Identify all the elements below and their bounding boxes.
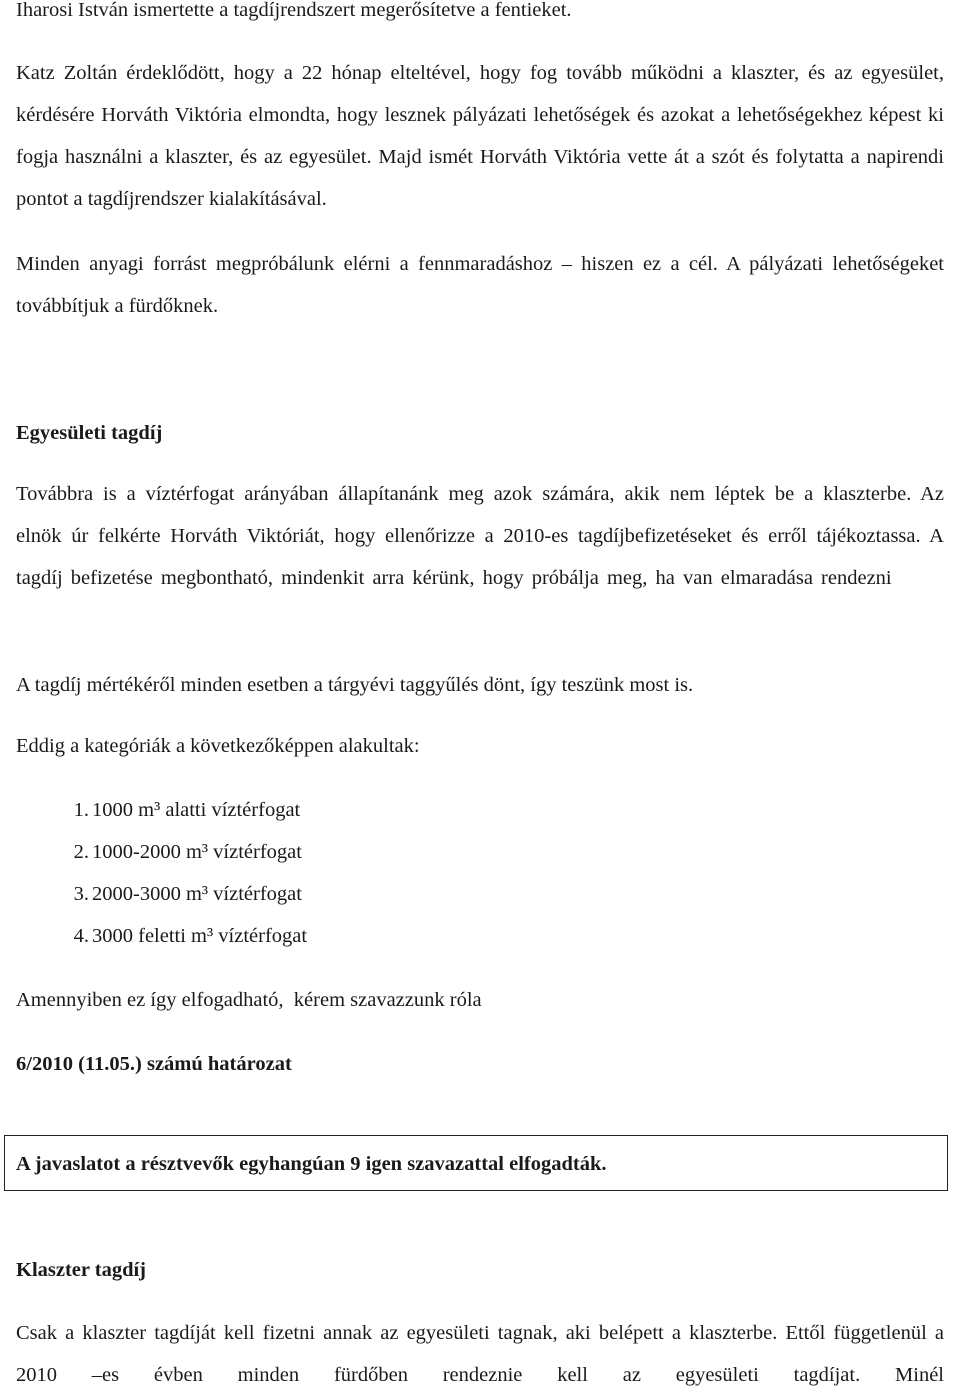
paragraph-funding: Minden anyagi forrást megpróbálunk elérni a fennmaradáshoz – hiszen ez a cél. A pályázati lehetőségeket továbbítjuk a fürdőknek. [16, 253, 944, 317]
paragraph-intro: Iharosi István ismertette a tagdíjrendszert megerősítetve a fentieket. [16, 0, 572, 21]
list-item-text: 1000 m³ alatti víztérfogat [92, 799, 301, 821]
list-item-text: 1000-2000 m³ víztérfogat [92, 841, 302, 863]
categories-list [16, 789, 616, 957]
resolution-box [4, 1135, 948, 1191]
paragraph-katz-question: Katz Zoltán érdeklődött, hogy a 22 hónap elteltével, hogy fog tovább működni a klaszter, és az egyesület, kérdésére Horváth Viktória elmondta, hogy lesznek pályázati lehetőségek és azokat a lehetőségekhez képest ki fogja használni a klaszter, és az egyesület. Majd ismét Horváth Viktória vette át a szót és folytatta a napirendi pontot a tagdíjrendszer kialakításával. [16, 62, 944, 210]
list-item [16, 789, 616, 831]
list-item [16, 831, 616, 873]
paragraph-categories-intro: Eddig a kategóriák a következőképpen alakultak: [16, 735, 420, 757]
paragraph-cluster-fee: Csak a klaszter tagdíját kell fizetni annak az egyesületi tagnak, aki belépett a klaszterbe. Ettől függetlenül a 2010 –es évben minden fürdőben rendeznie kell az egyesületi tagdíjat. Minél [16, 1322, 945, 1386]
list-item-number: 3. [73, 883, 89, 905]
list-item-text: 2000-3000 m³ víztérfogat [92, 883, 302, 905]
list-item [16, 873, 616, 915]
resolution-title: 6/2010 (11.05.) számú határozat [16, 1053, 292, 1075]
list-item [16, 915, 616, 957]
resolution-text: A javaslatot a résztvevők egyhangúan 9 igen szavazattal elfogadták. [16, 1153, 607, 1175]
list-item-number: 2. [73, 841, 89, 863]
paragraph-vote-request: Amennyiben ez így elfogadható, kérem szavazzunk róla [16, 989, 482, 1011]
list-item-number: 4. [73, 925, 89, 947]
paragraph-fee-amount: A tagdíj mértékéről minden esetben a tárgyévi taggyűlés dönt, így teszünk most is. [16, 674, 694, 696]
paragraph-membership-fee: Továbbra is a víztérfogat arányában állapítanánk meg azok számára, akik nem léptek be a klaszterbe. Az elnök úr felkérte Horváth Viktóriát, hogy ellenőrizze a 2010-es tagdíjbefizetéseket és erről tájékoztassa. A tagdíj befizetése megbontható, mindenkit arra kérünk, hogy próbálja meg, ha van elmaradása rendezni [16, 483, 944, 589]
heading-klaszter-tagdij: Klaszter tagdíj [16, 1259, 146, 1281]
list-item-number: 1. [73, 799, 89, 821]
list-item-text: 3000 feletti m³ víztérfogat [92, 925, 308, 947]
heading-egyesuleti-tagdij: Egyesületi tagdíj [16, 422, 163, 444]
